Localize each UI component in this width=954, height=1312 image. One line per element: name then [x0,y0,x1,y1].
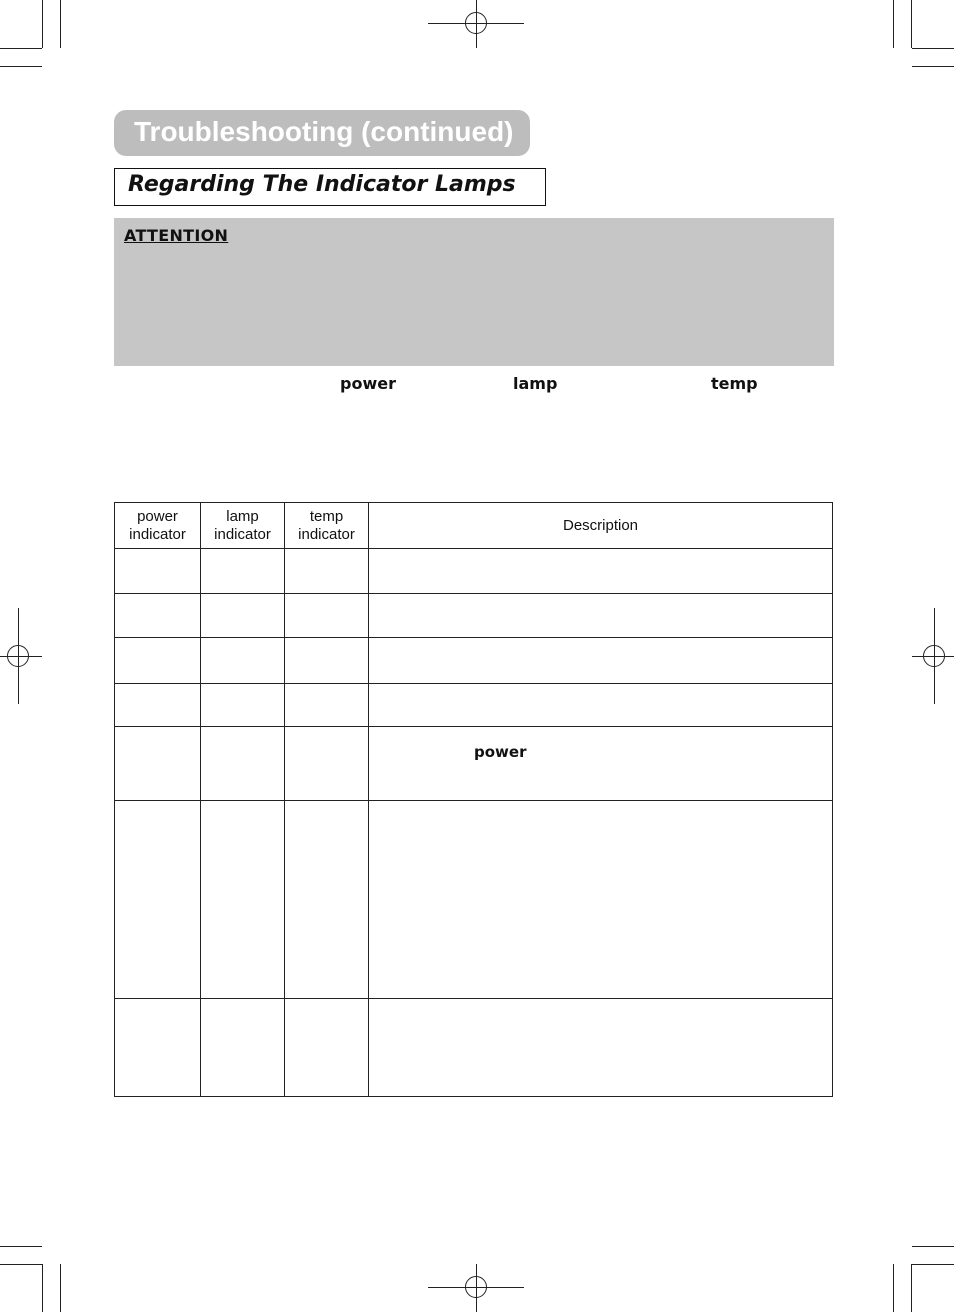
cell-temp [285,549,369,594]
table-row [115,549,833,594]
header-temp-indicator: temp indicator [285,503,369,549]
table-row [115,801,833,999]
indicator-table [114,502,833,1097]
cell-description [369,727,833,801]
table-row [115,638,833,684]
power-indicator-label: power [340,374,396,393]
cell-description [369,801,833,999]
section-title-banner [114,110,530,156]
cell-description [369,638,833,684]
table-row [115,999,833,1097]
table-row [115,684,833,727]
cell-lamp [201,638,285,684]
cell-power [115,727,201,801]
cell-description [369,594,833,638]
cell-lamp [201,801,285,999]
header-power-indicator: power indicator [115,503,201,549]
cell-temp [285,727,369,801]
subheading-box [114,168,546,206]
cell-power [115,549,201,594]
header-lamp-indicator: lamp indicator [201,503,285,549]
cell-lamp [201,594,285,638]
cell-temp [285,684,369,727]
cell-lamp [201,684,285,727]
cell-power [115,801,201,999]
cell-lamp [201,727,285,801]
temp-indicator-label: temp [711,374,758,393]
cell-power [115,638,201,684]
cell-temp [285,594,369,638]
cell-description [369,549,833,594]
cell-temp [285,999,369,1097]
subheading: Regarding The Indicator Lamps [128,172,516,197]
header-description: Description [369,503,833,549]
cell-power [115,594,201,638]
table-header-row [115,503,833,549]
cell-lamp [201,999,285,1097]
attention-box [114,218,834,366]
cell-power [115,684,201,727]
table-row [115,594,833,638]
attention-label: ATTENTION [124,226,229,245]
description-power-word: power [474,742,527,761]
table-row [115,727,833,801]
cell-description [369,684,833,727]
cell-temp [285,638,369,684]
lamp-indicator-label: lamp [513,374,558,393]
cell-temp [285,801,369,999]
cell-description [369,999,833,1097]
section-title: Troubleshooting (continued) [134,116,514,147]
cell-lamp [201,549,285,594]
cell-power [115,999,201,1097]
